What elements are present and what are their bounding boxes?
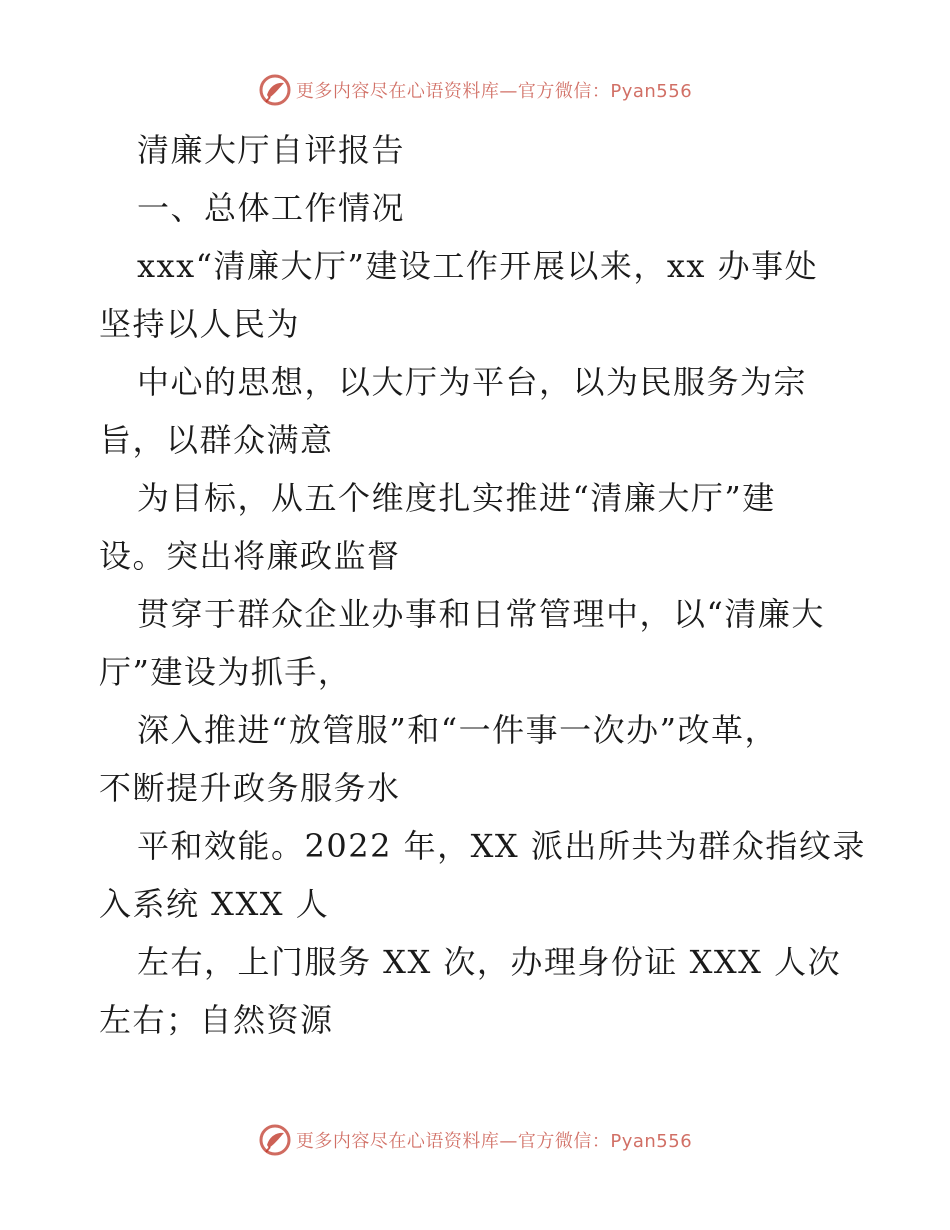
section-heading: 一、总体工作情况 (137, 189, 406, 227)
paragraph-line: 入系统 XXX 人 (99, 885, 330, 923)
brand-logo-icon (258, 1123, 292, 1157)
document-title: 清廉大厅自评报告 (137, 131, 406, 169)
watermark-text: 更多内容尽在心语资料库—官方微信：Pyan556 (295, 81, 693, 102)
paragraph-line: 平和效能。2022 年，XX 派出所共为群众指纹录 (137, 827, 866, 865)
paragraph-line: 厅”建设为抓手， (99, 653, 352, 691)
paragraph-line: 不断提升政务服务水 (99, 769, 401, 807)
watermark-text: 更多内容尽在心语资料库—官方微信：Pyan556 (295, 1131, 693, 1152)
brand-logo-icon (258, 73, 292, 107)
paragraph-line: 中心的思想，以大厅为平台，以为民服务为宗 (137, 363, 808, 401)
paragraph-line: 贯穿于群众企业办事和日常管理中，以“清廉大 (137, 595, 825, 633)
paragraph-line: 设。突出将廉政监督 (99, 537, 401, 575)
paragraph-line: 为目标，从五个维度扎实推进“清廉大厅”建 (137, 479, 776, 517)
paragraph-line: xxx“清廉大厅”建设工作开展以来，xx 办事处 (137, 247, 819, 285)
paragraph-line: 左右；自然资源 (99, 1001, 334, 1039)
paragraph-line: 左右，上门服务 XX 次，办理身份证 XXX 人次 (137, 943, 842, 981)
footer-watermark (0, 1120, 950, 1160)
paragraph-line: 坚持以人民为 (99, 305, 301, 343)
paragraph-line: 旨，以群众满意 (99, 421, 334, 459)
paragraph-line: 深入推进“放管服”和“一件事一次办”改革， (137, 711, 778, 749)
header-watermark (0, 70, 950, 110)
